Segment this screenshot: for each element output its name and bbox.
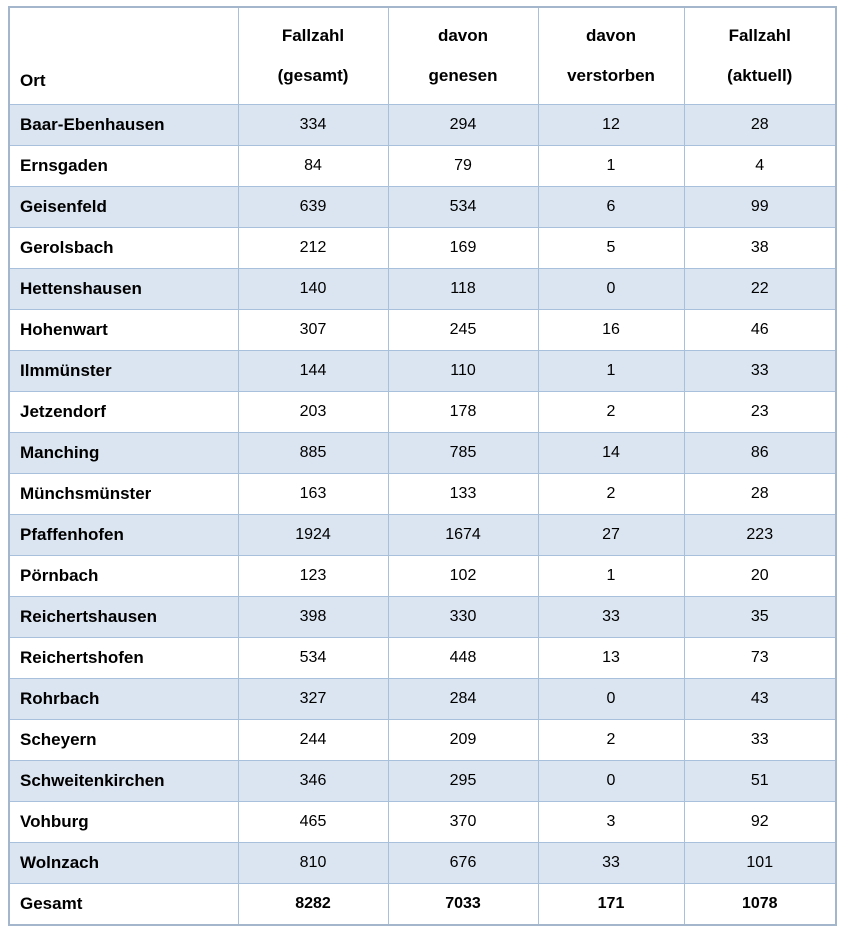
- header-line: (gesamt): [277, 66, 349, 85]
- table-row: [9, 638, 836, 679]
- gesamt-cell: 465: [238, 802, 388, 843]
- genesen-cell: 209: [388, 720, 538, 761]
- header-line: verstorben: [567, 66, 655, 85]
- table-row: [9, 720, 836, 761]
- ort-cell: Vohburg: [9, 802, 238, 843]
- ort-cell: Scheyern: [9, 720, 238, 761]
- header-line: davon: [585, 26, 637, 45]
- gesamt-cell: 84: [238, 146, 388, 187]
- verstorben-cell: 2: [538, 720, 684, 761]
- table-row: [9, 597, 836, 638]
- verstorben-cell: 5: [538, 228, 684, 269]
- table-row: [9, 351, 836, 392]
- total-row: [9, 884, 836, 926]
- verstorben-cell: 27: [538, 515, 684, 556]
- verstorben-cell: 14: [538, 433, 684, 474]
- aktuell-cell: 28: [684, 474, 836, 515]
- aktuell-cell: 86: [684, 433, 836, 474]
- verstorben-cell: 0: [538, 269, 684, 310]
- verstorben-cell: 33: [538, 843, 684, 884]
- aktuell-cell: 35: [684, 597, 836, 638]
- gesamt-cell: 334: [238, 105, 388, 146]
- gesamt-cell: 163: [238, 474, 388, 515]
- table-row: [9, 146, 836, 187]
- ort-cell: Geisenfeld: [9, 187, 238, 228]
- genesen-cell: 118: [388, 269, 538, 310]
- aktuell-cell: 28: [684, 105, 836, 146]
- aktuell-cell: 4: [684, 146, 836, 187]
- genesen-cell: 133: [388, 474, 538, 515]
- verstorben-cell: 2: [538, 474, 684, 515]
- aktuell-cell: 46: [684, 310, 836, 351]
- gesamt-cell: 123: [238, 556, 388, 597]
- ort-cell: Pörnbach: [9, 556, 238, 597]
- ort-cell: Schweitenkirchen: [9, 761, 238, 802]
- table-row: [9, 228, 836, 269]
- total-genesen-cell: 7033: [388, 884, 538, 926]
- gesamt-cell: 885: [238, 433, 388, 474]
- col-header-davon-verstorben: [538, 7, 684, 105]
- total-verstorben-cell: 171: [538, 884, 684, 926]
- gesamt-cell: 639: [238, 187, 388, 228]
- aktuell-cell: 92: [684, 802, 836, 843]
- aktuell-cell: 43: [684, 679, 836, 720]
- gesamt-cell: 140: [238, 269, 388, 310]
- aktuell-cell: 73: [684, 638, 836, 679]
- verstorben-cell: 0: [538, 679, 684, 720]
- genesen-cell: 79: [388, 146, 538, 187]
- gesamt-cell: 534: [238, 638, 388, 679]
- total-aktuell-cell: 1078: [684, 884, 836, 926]
- verstorben-cell: 12: [538, 105, 684, 146]
- ort-cell: Wolnzach: [9, 843, 238, 884]
- genesen-cell: 102: [388, 556, 538, 597]
- table-row: [9, 802, 836, 843]
- table-row: [9, 761, 836, 802]
- ort-cell: Baar-Ebenhausen: [9, 105, 238, 146]
- gesamt-cell: 327: [238, 679, 388, 720]
- header-line: (aktuell): [727, 66, 793, 85]
- ort-cell: Gerolsbach: [9, 228, 238, 269]
- aktuell-cell: 99: [684, 187, 836, 228]
- table-row: [9, 433, 836, 474]
- table-row: [9, 310, 836, 351]
- verstorben-cell: 2: [538, 392, 684, 433]
- ort-cell: Pfaffenhofen: [9, 515, 238, 556]
- aktuell-cell: 23: [684, 392, 836, 433]
- table-row: [9, 392, 836, 433]
- genesen-cell: 110: [388, 351, 538, 392]
- genesen-cell: 448: [388, 638, 538, 679]
- header-line: Fallzahl: [728, 26, 791, 45]
- aktuell-cell: 223: [684, 515, 836, 556]
- table-row: [9, 679, 836, 720]
- verstorben-cell: 3: [538, 802, 684, 843]
- gesamt-cell: 398: [238, 597, 388, 638]
- table-row: [9, 105, 836, 146]
- table-row: [9, 843, 836, 884]
- header-line: davon: [437, 26, 489, 45]
- ort-cell: Hettenshausen: [9, 269, 238, 310]
- verstorben-cell: 1: [538, 556, 684, 597]
- ort-cell: Manching: [9, 433, 238, 474]
- ort-cell: Münchsmünster: [9, 474, 238, 515]
- ort-cell: Ernsgaden: [9, 146, 238, 187]
- gesamt-cell: 203: [238, 392, 388, 433]
- total-label-cell: Gesamt: [9, 884, 238, 926]
- aktuell-cell: 20: [684, 556, 836, 597]
- ort-cell: Ilmmünster: [9, 351, 238, 392]
- table-row: [9, 556, 836, 597]
- aktuell-cell: 22: [684, 269, 836, 310]
- gesamt-cell: 307: [238, 310, 388, 351]
- genesen-cell: 370: [388, 802, 538, 843]
- gesamt-cell: 1924: [238, 515, 388, 556]
- total-gesamt-cell: 8282: [238, 884, 388, 926]
- ort-cell: Hohenwart: [9, 310, 238, 351]
- verstorben-cell: 1: [538, 351, 684, 392]
- gesamt-cell: 244: [238, 720, 388, 761]
- ort-cell: Jetzendorf: [9, 392, 238, 433]
- gesamt-cell: 346: [238, 761, 388, 802]
- col-header-fallzahl-aktuell: [684, 7, 836, 105]
- covid-cases-table: [8, 6, 837, 926]
- header-line: genesen: [428, 66, 498, 85]
- genesen-cell: 534: [388, 187, 538, 228]
- table-row: [9, 269, 836, 310]
- table-row: [9, 474, 836, 515]
- genesen-cell: 1674: [388, 515, 538, 556]
- col-header-davon-genesen: [388, 7, 538, 105]
- ort-cell: Reichertshausen: [9, 597, 238, 638]
- aktuell-cell: 51: [684, 761, 836, 802]
- aktuell-cell: 38: [684, 228, 836, 269]
- genesen-cell: 169: [388, 228, 538, 269]
- table-row: [9, 187, 836, 228]
- verstorben-cell: 16: [538, 310, 684, 351]
- verstorben-cell: 0: [538, 761, 684, 802]
- verstorben-cell: 33: [538, 597, 684, 638]
- header-row: [9, 7, 836, 105]
- col-header-ort: Ort: [9, 7, 238, 105]
- genesen-cell: 284: [388, 679, 538, 720]
- genesen-cell: 294: [388, 105, 538, 146]
- aktuell-cell: 33: [684, 351, 836, 392]
- genesen-cell: 245: [388, 310, 538, 351]
- ort-cell: Rohrbach: [9, 679, 238, 720]
- verstorben-cell: 6: [538, 187, 684, 228]
- table-row: [9, 515, 836, 556]
- genesen-cell: 676: [388, 843, 538, 884]
- verstorben-cell: 1: [538, 146, 684, 187]
- aktuell-cell: 101: [684, 843, 836, 884]
- genesen-cell: 785: [388, 433, 538, 474]
- gesamt-cell: 212: [238, 228, 388, 269]
- gesamt-cell: 144: [238, 351, 388, 392]
- verstorben-cell: 13: [538, 638, 684, 679]
- ort-cell: Reichertshofen: [9, 638, 238, 679]
- genesen-cell: 295: [388, 761, 538, 802]
- genesen-cell: 178: [388, 392, 538, 433]
- header-line: Fallzahl: [281, 26, 345, 45]
- gesamt-cell: 810: [238, 843, 388, 884]
- aktuell-cell: 33: [684, 720, 836, 761]
- genesen-cell: 330: [388, 597, 538, 638]
- col-header-fallzahl-gesamt: [238, 7, 388, 105]
